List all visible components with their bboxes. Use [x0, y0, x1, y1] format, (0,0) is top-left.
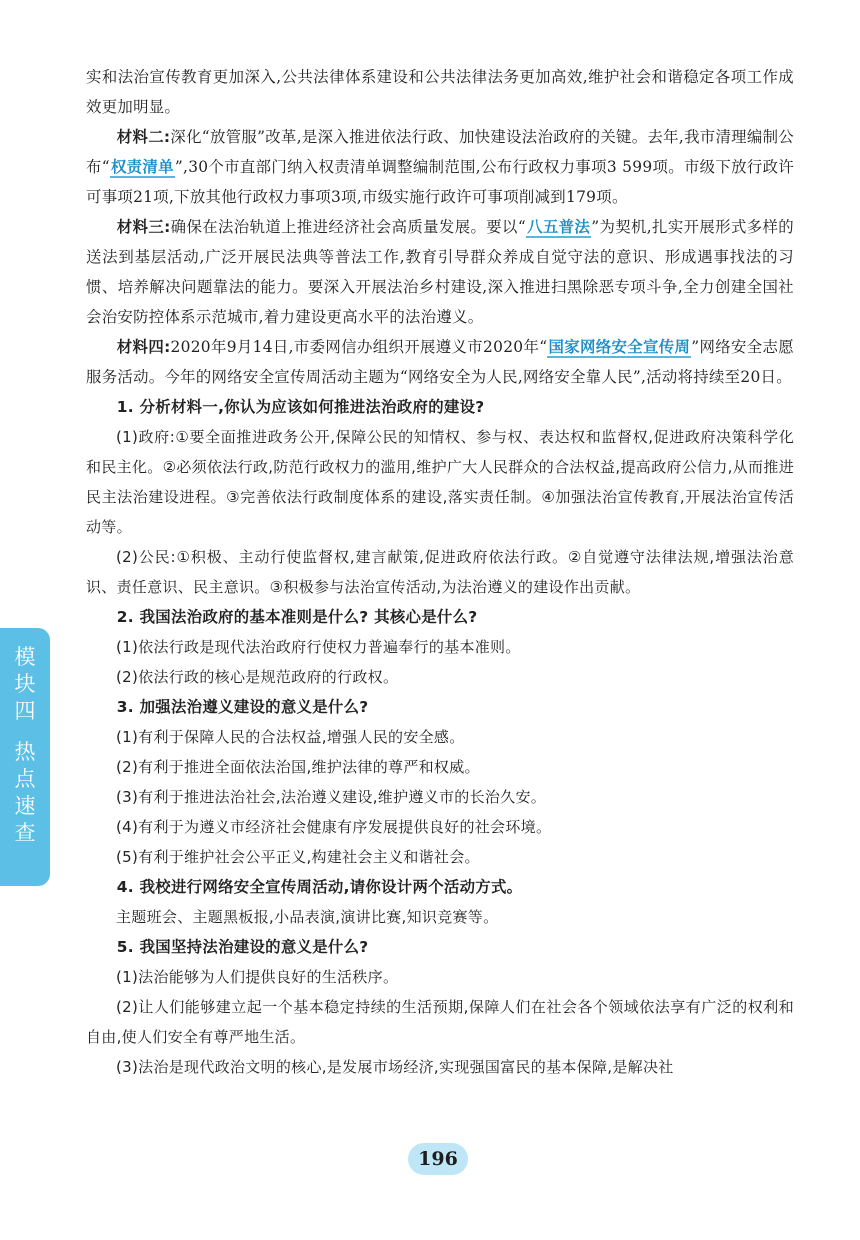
side-tab-char: 四: [14, 699, 36, 723]
answer-3-2: (2)有利于推进全面依法治国,维护法律的尊严和权威。: [116, 758, 480, 776]
question-4: 4. 我校进行网络安全宣传周活动,请你设计两个活动方式。: [116, 878, 523, 896]
material-4-label: 材料四:: [116, 338, 171, 356]
answer-1-1: (1)政府:①要全面推进政务公开,保障公民的知情权、参与权、表达权和监督权,促进政府决策科学化和民主化。②必须依法行政,防范行政权力的滥用,维护广大人民群众的合法权益,提高政府公信力,从而推进民主法治建设进程。③完善依法行政制度体系的建设,落实责任制。④加强法治宣传教育,开展法治宣传活动等。: [86, 428, 794, 536]
answer-5-1: (1)法治能够为人们提供良好的生活秩序。: [116, 968, 399, 986]
page-number: 196: [408, 1143, 468, 1175]
question-3: 3. 加强法治遵义建设的意义是什么?: [116, 698, 369, 716]
material-2-text-b: ”,30个市直部门纳入权责清单调整编制范围,公布行政权力事项3 599项。市级下放行政许可事项21项,下放其他行政权力事项3项,市级实施行政许可事项削减到179项。: [86, 158, 795, 206]
material-3-paragraph: [86, 212, 794, 332]
answer-2-2: (2)依法行政的核心是规范政府的行政权。: [116, 668, 399, 686]
question-5: 5. 我国坚持法治建设的意义是什么?: [116, 938, 369, 956]
material-4-keyword: 国家网络安全宣传周: [548, 338, 691, 356]
answer-3-5: (5)有利于维护社会公平正义,构建社会主义和谐社会。: [116, 848, 480, 866]
side-tab-char: 点: [14, 767, 36, 791]
answer-3-3: (3)有利于推进法治社会,法治遵义建设,维护遵义市的长治久安。: [116, 788, 547, 806]
module-side-tab: [0, 628, 50, 886]
answer-3-1: (1)有利于保障人民的合法权益,增强人民的安全感。: [116, 728, 465, 746]
material-4-text-b: ”网络安全志愿服务活动。今年的网络安全宣传周活动主题为“网络安全为人民,网络安全靠人民”,活动将持续至20日。: [86, 338, 794, 386]
material-2-keyword: 权责清单: [110, 158, 174, 176]
side-tab-char: 查: [14, 821, 36, 845]
intro-paragraph: 实和法治宣传教育更加深入,公共法律体系建设和公共法律法务更加高效,维护社会和谐稳定各项工作成效更加明显。: [86, 68, 794, 116]
side-tab-char: 速: [14, 794, 36, 818]
material-3-keyword: 八五普法: [526, 218, 591, 236]
page-content: [86, 62, 794, 1082]
material-3-label: 材料三:: [116, 218, 171, 236]
answer-3-4: (4)有利于为遵义市经济社会健康有序发展提供良好的社会环境。: [116, 818, 552, 836]
question-2: 2. 我国法治政府的基本准则是什么? 其核心是什么?: [116, 608, 478, 626]
answer-2-1: (1)依法行政是现代法治政府行使权力普遍奉行的基本准则。: [116, 638, 521, 656]
material-4-paragraph: [86, 332, 794, 392]
material-3-text-b: ”为契机,扎实开展形式多样的送法到基层活动,广泛开展民法典等普法工作,教育引导群众养成自觉守法的意识、形成遇事找法的习惯、培养解决问题靠法的能力。要深入开展法治乡村建设,深入推进扫黑除恶专项斗争,全力创建全国社会治安防控体系示范城市,着力建设更高水平的法治遵义。: [86, 218, 794, 326]
material-4-text-a: 2020年9月14日,市委网信办组织开展遵义市2020年“: [170, 338, 548, 356]
answer-4-1: 主题班会、主题黑板报,小品表演,演讲比赛,知识竞赛等。: [116, 908, 499, 926]
question-1: 1. 分析材料一,你认为应该如何推进法治政府的建设?: [116, 398, 485, 416]
side-tab-gap: [0, 725, 50, 739]
side-tab-char: 块: [14, 672, 36, 696]
side-tab-char: 热: [14, 740, 36, 764]
answer-1-2: (2)公民:①积极、主动行使监督权,建言献策,促进政府依法行政。②自觉遵守法律法规,增强法治意识、责任意识、民主意识。③积极参与法治宣传活动,为法治遵义的建设作出贡献。: [86, 548, 794, 596]
material-2-label: 材料二:: [116, 128, 171, 146]
material-2-text-a: 深化“放管服”改革,是深入推进依法行政、加快建设法治政府的关键。去年,我市清理编制公布“: [86, 128, 794, 176]
answer-5-3: (3)法治是现代政治文明的核心,是发展市场经济,实现强国富民的基本保障,是解决社: [116, 1058, 674, 1076]
material-3-text-a: 确保在法治轨道上推进经济社会高质量发展。要以“: [170, 218, 526, 236]
side-tab-char: 模: [14, 645, 36, 669]
answer-5-2: (2)让人们能够建立起一个基本稳定持续的生活预期,保障人们在社会各个领域依法享有广泛的权利和自由,使人们安全有尊严地生活。: [86, 998, 794, 1046]
material-2-paragraph: [86, 122, 794, 212]
